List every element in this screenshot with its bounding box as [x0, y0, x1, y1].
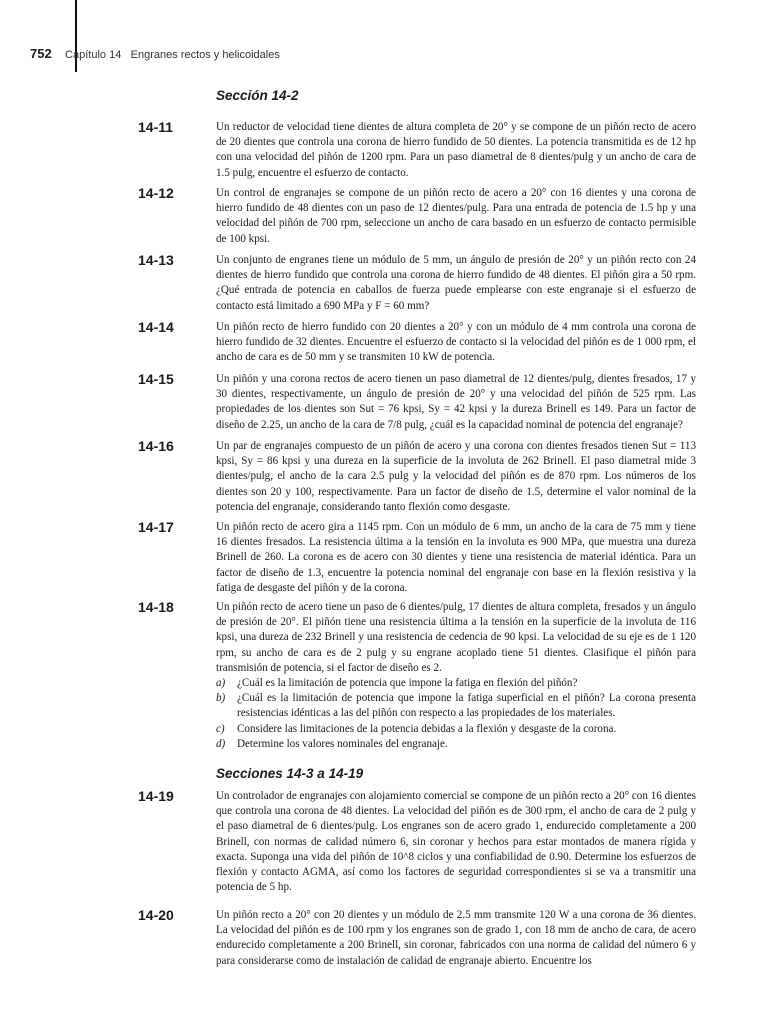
- problem-number: 14-14: [138, 319, 174, 335]
- page-number: 752: [30, 46, 52, 61]
- problem-text: Un par de engranajes compuesto de un piñón de acero y una corona con dientes fresados tienen Sut = 113 kpsi, Sy = 86 kpsi y una dureza en la superficie de la involuta de 262 Brinell. El paso diametral mide 3 dientes/pulg, el ancho de la cara 2.5 pulg y la velocidad del piñón es de 870 rpm. Los números de los dientes son 20 y 100, respectivamente. Para un factor de diseño de 1.5, determine el valor nominal de la potencia del engranaje, considerando tanto flexión como desgaste.: [216, 440, 696, 513]
- problem-text: Un piñón recto de hierro fundido con 20 dientes a 20° y con un módulo de 4 mm controla una corona de hierro fundido de 32 dientes. Encuentre el esfuerzo de contacto si la velocidad del piñón es de 1 000 rpm, el ancho de cara es de 50 mm y se transmiten 10 kW de potencia.: [216, 321, 696, 364]
- problem-text: Un conjunto de engranes tiene un módulo de 5 mm, un ángulo de presión de 20° y un piñón recto con 24 dientes de hierro fundido que controla una corona de hierro fundido de 48 dientes. El piñón gira a 50 rpm. ¿Qué entrada de potencia en caballos de fuerza puede emplearse con este engranaje si el esfuerzo de contacto está limitado a 690 MPa y F = 60 mm?: [216, 254, 696, 312]
- section-heading: Sección 14-2: [216, 88, 299, 103]
- problem-text: Un controlador de engranajes con alojamiento comercial se compone de un piñón recto a 20° con 16 dientes que controla una corona de 48 dientes. La velocidad del piñón es de 300 rpm, el ancho de cara de 2 pulg y el paso diametral de 6 dientes/pulg. Los engranes son de acero grado 1, endurecido completamente a 200 Brinell, con normas de calidad número 6, sin coronar y hechos para estar montados de manera rígida y exacta. Suponga una vida del piñón de 10^8 ciclos y una confiabilidad de 0.90. Determine los esfuerzos de flexión y contacto AGMA, así como los factores de seguridad correspondientes si se va a transmitir una potencia de 5 hp.: [216, 790, 696, 894]
- subquestion: [216, 676, 696, 691]
- subquestion-list: [216, 676, 696, 752]
- problem-number: 14-11: [138, 119, 174, 135]
- problem-body: [216, 600, 696, 752]
- running-header: [30, 46, 280, 61]
- subquestion-text: Determine los valores nominales del engranaje.: [237, 737, 448, 750]
- subquestion-label: b): [216, 692, 226, 705]
- header-rule: [75, 0, 77, 72]
- subquestion: [216, 691, 696, 721]
- problem-number: 14-15: [138, 371, 174, 387]
- subquestion-text: Considere las limitaciones de la potencia debidas a la flexión y desgaste de la corona.: [237, 722, 617, 735]
- section-heading: Secciones 14-3 a 14-19: [216, 766, 364, 781]
- problem-number: 14-16: [138, 438, 174, 454]
- subquestion-label: c): [216, 722, 225, 735]
- problem-text: Un piñón recto a 20° con 20 dientes y un módulo de 2.5 mm transmite 120 W a una corona de 36 dientes. La velocidad del piñón es de 100 rpm y los engranes son de grado 1, con 18 mm de ancho de cara, de acero endurecido completamente a 200 Brinell, sin coronar, fabricados con una norma de calidad del número 6 y para considerarse como de instalación de calidad de engranaje abierto. Encuentre los: [216, 909, 696, 967]
- problem-text: Un control de engranajes se compone de un piñón recto de acero a 20° con 16 dientes y una corona de hierro fundido de 48 dientes con un paso de 12 dientes/pulg. Para una entrada de potencia de 1.5 hp y una velocidad del piñón de 700 rpm, seleccione un ancho de cara basado en un esfuerzo de contacto permisible de 100 kpsi.: [216, 187, 696, 245]
- problem-number: 14-17: [138, 519, 174, 535]
- problem-number: 14-18: [138, 599, 174, 615]
- problem-text: Un piñón recto de acero tiene un paso de 6 dientes/pulg, 17 dientes de altura completa, fresados y un ángulo de presión de 20°. El piñón tiene una resistencia última a la tensión en la superficie de la involuta de 116 kpsi, una dureza de 232 Brinell y una resistencia de cedencia de 90 kpsi. La velocidad de su eje es de 1 120 rpm, su ancho de cara es de 2 pulg y su engrane acoplado tiene 51 dientes. Clasifique el piñón para transmisión de potencia, si el factor de diseño es 2.: [216, 601, 696, 674]
- subquestion: [216, 722, 696, 737]
- subquestion: [216, 737, 696, 752]
- problem-number: 14-19: [138, 788, 174, 804]
- problem-text: Un reductor de velocidad tiene dientes de altura completa de 20° y se compone de un piñón recto de acero de 20 dientes que controla una corona de hierro fundido de 50 dientes. La potencia transmitida es de 12 hp con una velocidad del piñón de 1200 rpm. Para un paso diametral de 8 dientes/pulg y un ancho de cara de 1.5 pulg, encuentre el esfuerzo de contacto.: [216, 121, 696, 179]
- problem-number: 14-13: [138, 252, 174, 268]
- subquestion-text: ¿Cuál es la limitación de potencia que impone la fatiga superficial en el piñón? La corona presenta resistencias idénticas a las del piñón con respecto a las propiedades de los materiales.: [237, 692, 696, 720]
- chapter-title: Engranes rectos y helicoidales: [130, 49, 280, 61]
- subquestion-text: ¿Cuál es la limitación de potencia que impone la fatiga en flexión del piñón?: [237, 677, 578, 690]
- problem-number: 14-12: [138, 185, 174, 201]
- subquestion-label: d): [216, 737, 226, 750]
- problem-number: 14-20: [138, 907, 174, 923]
- subquestion-label: a): [216, 677, 226, 690]
- chapter-label: Capítulo 14: [65, 49, 122, 61]
- problem-text: Un piñón recto de acero gira a 1145 rpm. Con un módulo de 6 mm, un ancho de la cara de 75 mm y tiene 16 dientes fresados. La resistencia última a la tensión en la involuta es 900 MPa, que muestra una dureza Brinell de 260. La corona es de acero con 30 dientes y tiene una resistencia de material idéntica. Para un factor de diseño de 1.3, encuentre la potencia nominal del engranaje con base en la flexión resistiva y la fatiga de desgaste del piñón y de la corona.: [216, 521, 696, 594]
- problem-text: Un piñón y una corona rectos de acero tienen un paso diametral de 12 dientes/pulg, dientes fresados, 17 y 30 dientes, respectivamente, un ángulo de presión de 20° y una velocidad del piñón de 525 rpm. Las propiedades de los dientes son Sut = 76 kpsi, Sy = 42 kpsi y la dureza Brinell es 149. Para un factor de diseño de 2.25, un ancho de la cara de 7/8 pulg, ¿cuál es la capacidad nominal de potencia del engranaje?: [216, 373, 696, 431]
